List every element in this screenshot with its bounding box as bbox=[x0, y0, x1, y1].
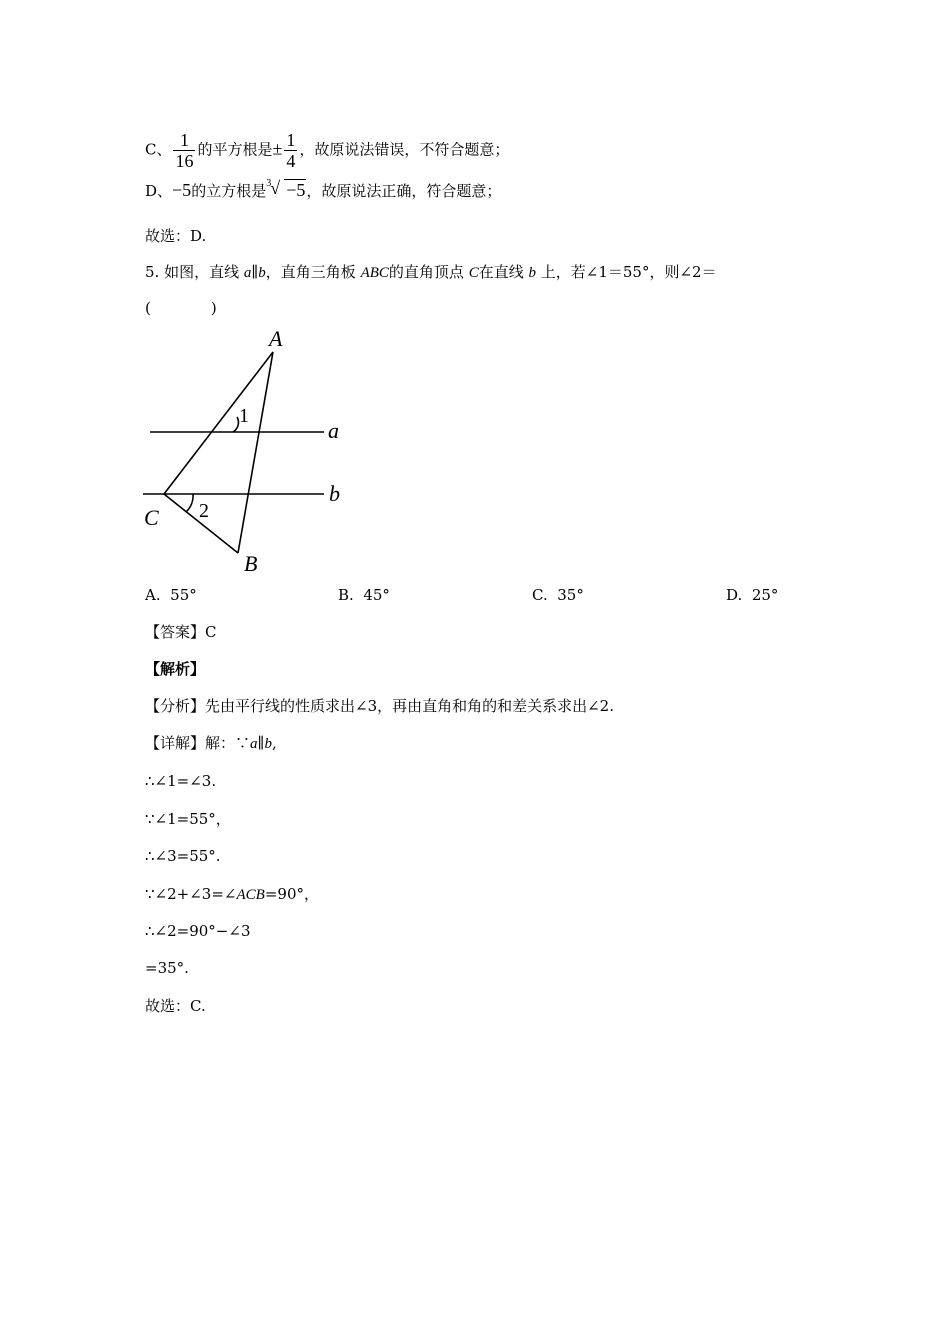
step-1: ∴∠1=∠3. bbox=[145, 772, 217, 790]
option-d: D. 25° bbox=[726, 586, 779, 604]
option-c: C. 35° bbox=[532, 586, 584, 604]
option-c-explanation: C、 $\frac{1}{16}$ 的平方根是± $\frac{1}{4}$ ，故原说法错误，不符合题意； bbox=[145, 130, 510, 171]
label-line-b: b bbox=[329, 481, 340, 506]
fraction-1-4: $\frac{1}{4}$ bbox=[286, 130, 296, 171]
label-vertex-b: B bbox=[244, 551, 258, 576]
step-6: =35°. bbox=[145, 959, 189, 977]
segment-ab bbox=[238, 352, 273, 553]
label-vertex-c: C bbox=[144, 505, 159, 530]
label-angle-2: 2 bbox=[199, 500, 209, 522]
analysis-heading: 【解析】 bbox=[145, 660, 206, 678]
question-5-stem: 5. 如图，直线 a∥b，直角三角板 ABC的直角顶点 C在直线 b 上，若∠1＝55°，则∠2＝ bbox=[145, 263, 717, 281]
answer-line: 【答案】C bbox=[145, 623, 217, 641]
step-4: ∵∠2+∠3=∠ACB=90°， bbox=[145, 885, 319, 903]
angle-2-arc bbox=[186, 494, 193, 512]
option-b: B. 45° bbox=[338, 586, 390, 604]
detail-heading: 【详解】解：∵a∥b, bbox=[145, 734, 277, 752]
step-3: ∴∠3=55°. bbox=[145, 847, 221, 865]
radical-sign: √ bbox=[270, 178, 281, 198]
step-5: ∴∠2=90°−∠3 bbox=[145, 922, 251, 940]
question-5-paren: ( ) bbox=[145, 299, 217, 317]
geometry-figure bbox=[138, 325, 358, 580]
label-line-a: a bbox=[328, 418, 339, 443]
analysis-text: 【分析】先由平行线的性质求出∠3，再由直角和角的和差关系求出∠2. bbox=[145, 697, 614, 715]
segment-ca bbox=[164, 352, 273, 494]
angle-1-arc bbox=[233, 417, 238, 432]
cube-root: 3 √ −5 bbox=[266, 178, 306, 200]
step-2: ∵∠1=55°， bbox=[145, 810, 231, 828]
label-angle-1: 1 bbox=[239, 405, 249, 427]
label-vertex-a: A bbox=[269, 326, 283, 351]
fraction-1-16: $\frac{1}{16}$ bbox=[175, 130, 194, 171]
choice-line-2: 故选：C. bbox=[145, 997, 206, 1015]
option-d-explanation: D、−5的立方根是 3 √ −5，故原说法正确，符合题意； bbox=[145, 178, 502, 200]
choice-line-1: 故选：D. bbox=[145, 227, 207, 245]
option-a: A. 55° bbox=[145, 586, 197, 604]
